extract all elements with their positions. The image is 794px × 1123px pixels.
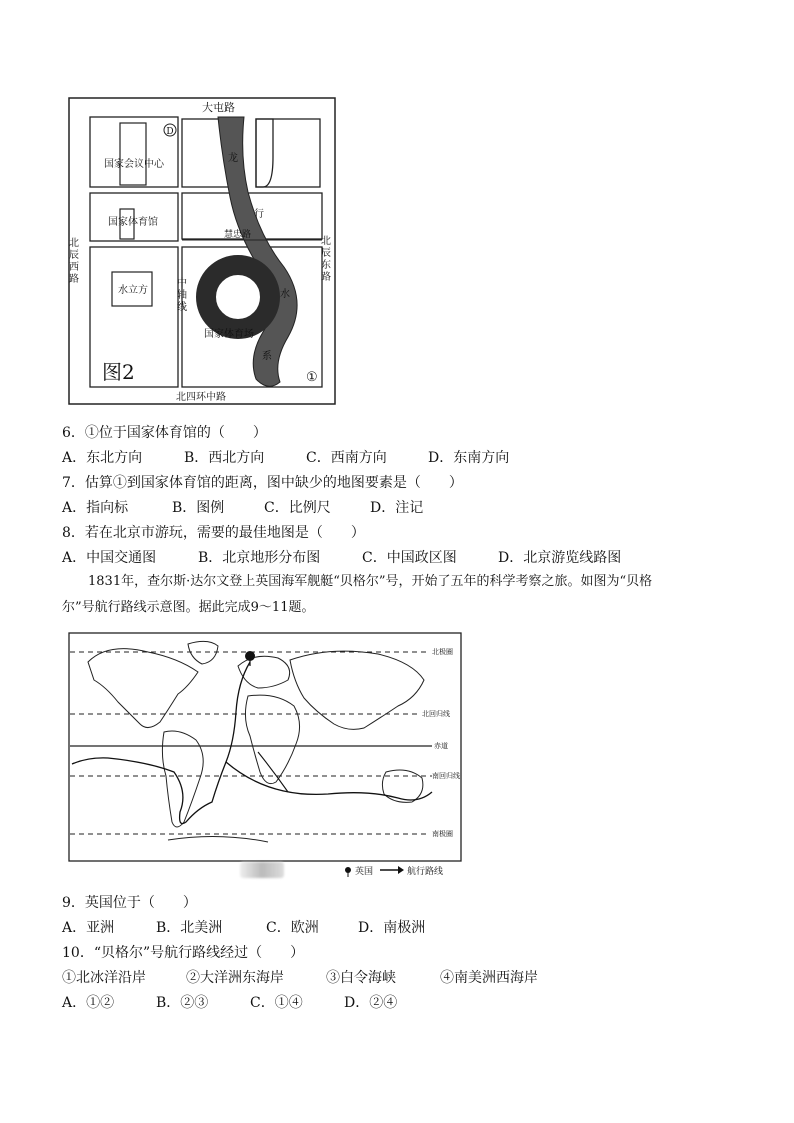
q8-stem: 8．若在北京市游玩，需要的最佳地图是（ ） (62, 525, 365, 541)
q6-option-d[interactable]: D．东南方向 (428, 450, 510, 466)
q8-option-d[interactable]: D．北京游览线路图 (498, 550, 622, 566)
q10-option-b[interactable]: B．②③ (156, 995, 209, 1011)
road-inner-label: 慧忠路 (224, 230, 252, 240)
q8-option-a[interactable]: A．中国交通图 (62, 550, 157, 566)
road-right-label: 北辰东路 (318, 235, 330, 283)
blurred-watermark (240, 862, 284, 878)
dragon-char-4: 系 (262, 351, 272, 362)
dragon-char-3: 水 (280, 289, 290, 300)
q7-stem: 7．估算①到国家体育馆的距离，图中缺少的地图要素是（ ） (62, 475, 463, 491)
marker-one: ① (306, 370, 318, 385)
arctic-circle-label: 北极圈 (432, 648, 453, 656)
map-legend (345, 865, 443, 877)
q6-option-b[interactable]: B．西北方向 (184, 450, 265, 466)
q10-stem: 10．“贝格尔”号航行路线经过（ ） (62, 945, 305, 961)
q9-option-a[interactable]: A．亚洲 (62, 920, 115, 936)
road-middle-label: 中轴线 (174, 277, 186, 313)
gym-label: 国家体育馆 (108, 217, 158, 228)
legend-uk: 英国 (355, 867, 374, 877)
tropic-capricorn-label: 南回归线 (432, 772, 460, 780)
q6-stem: 6．①位于国家体育馆的（ ） (62, 425, 267, 441)
q10-item-2: ②大洋洲东海岸 (186, 970, 284, 986)
world-route-map (68, 632, 462, 882)
antarctic-circle-label: 南极圈 (432, 830, 453, 838)
tropic-cancer-label: 北回归线 (422, 710, 450, 718)
stadium-label: 国家体育场 (204, 329, 254, 340)
passage (62, 569, 742, 621)
q9-stem: 9．英国位于（ ） (62, 895, 197, 911)
q10-option-d[interactable]: D．②④ (344, 995, 398, 1011)
q9-option-c[interactable]: C．欧洲 (266, 920, 319, 936)
q10-item-4: ④南美洲西海岸 (440, 970, 538, 986)
passage-line-1: 1831年，查尔斯·达尔文登上英国海军舰艇“贝格尔”号，开始了五年的科学考察之旅。如图为“贝格 (88, 574, 653, 589)
q6-option-c[interactable]: C．西南方向 (306, 450, 387, 466)
q6-option-a[interactable]: A．东北方向 (62, 450, 143, 466)
q10-option-c[interactable]: C．①④ (250, 995, 303, 1011)
q7-option-a[interactable]: A．指向标 (62, 500, 129, 516)
q9-option-d[interactable]: D．南极洲 (358, 920, 426, 936)
q8-option-c[interactable]: C．中国政区图 (362, 550, 457, 566)
q8-option-b[interactable]: B．北京地形分布图 (198, 550, 321, 566)
road-top-label: 大屯路 (202, 101, 235, 114)
q10-item-1: ①北冰洋沿岸 (62, 970, 146, 986)
water-cube-label: 水立方 (118, 285, 148, 296)
dragon-char-2: 行 (254, 209, 264, 220)
road-bottom-label: 北四环中路 (176, 392, 226, 403)
q7-option-d[interactable]: D．注记 (370, 500, 424, 516)
marker-d: D (166, 127, 174, 137)
equator-label: 赤道 (434, 742, 448, 750)
road-left-label: 北辰西路 (66, 237, 78, 285)
figure-label: 图2 (102, 360, 135, 384)
q7-option-b[interactable]: B．图例 (172, 500, 225, 516)
conference-label: 国家会议中心 (104, 159, 164, 170)
olympic-park-map (68, 97, 336, 407)
q7-option-c[interactable]: C．比例尺 (264, 500, 331, 516)
passage-line-2: 尔”号航行路线示意图。据此完成9～11题。 (62, 600, 315, 615)
legend-route: 航行路线 (407, 867, 444, 877)
q10-option-a[interactable]: A．①② (62, 995, 115, 1011)
q10-item-3: ③白令海峡 (326, 970, 396, 986)
dragon-char-1: 龙 (228, 153, 238, 164)
q9-option-b[interactable]: B．北美洲 (156, 920, 223, 936)
